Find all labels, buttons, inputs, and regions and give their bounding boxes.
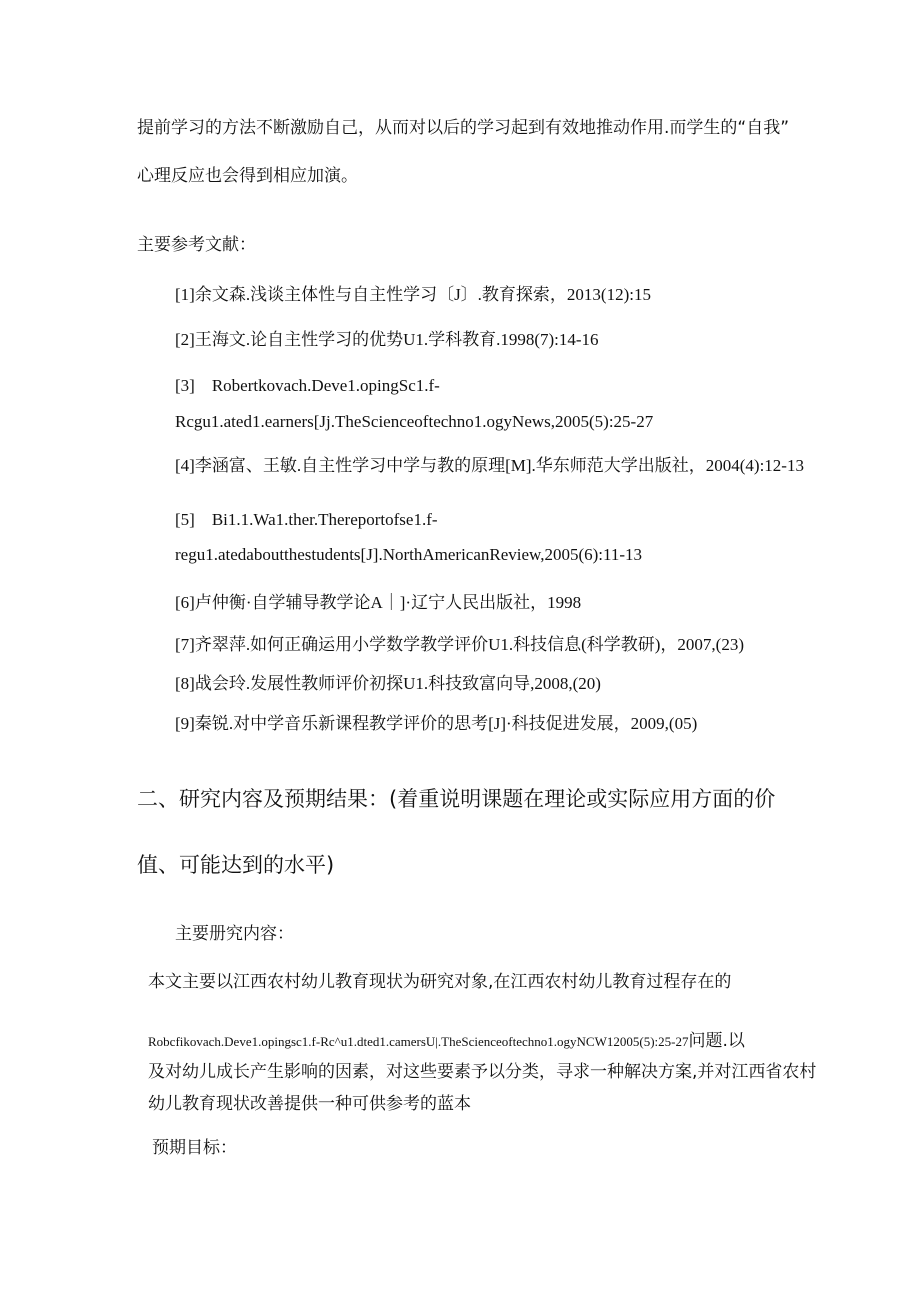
reference-item: [5] Bi1.1.Wa1.ther.Thereportofse1.f- [175,510,438,529]
paragraph-inline-citation: Robcfikovach.Deve1.opingsc1.f-Rc^u1.dted1.camersU|.TheScienceoftechno1.ogyNCW12005(5):25-27 [148,1034,689,1049]
references-heading: 主要参考文献： [137,235,256,255]
reference-item: [4]李涵富、王敏.自主性学习中学与教的原理[M].华东师范大学出版社，2004(4):12-13 [175,456,804,475]
paragraph-line-4: 幼儿教育现状改善提供一种可供参考的蓝本 [148,1094,471,1114]
section-heading-line-1: 二、研究内容及预期结果：(着重说明课题在理论或实际应用方面的价 [137,787,776,811]
content-label: 主要册究内容： [175,924,294,944]
reference-item: [1]余文森.浅谈主体性与自主性学习〔J〕.教育探索，2013(12):15 [175,285,651,304]
paragraph-line-2 [148,1033,745,1050]
intro-line-1: 提前学习的方法不断激励自己，从而对以后的学习起到有效地推动作用.而学生的“自我” [137,118,790,138]
reference-item: [3] Robertkovach.Deve1.opingSc1.f- [175,376,440,395]
paragraph-line-3: 及对幼儿成长产生影响的因素，对这些要素予以分类，寻求一种解决方案,并对江西省农村 [148,1062,817,1082]
section-heading-line-2: 值、可能达到的水平) [137,853,335,877]
reference-item: [2]王海文.论自主性学习的优势U1.学科教育.1998(7):14-16 [175,330,599,349]
paragraph-line-1: 本文主要以江西农村幼儿教育现状为研究对象,在江西农村幼儿教育过程存在的 [148,972,732,992]
reference-item: [9]秦锐.对中学音乐新课程教学评价的思考[J]·科技促进发展，2009,(05) [175,714,698,733]
reference-item: [7]齐翠萍.如何正确运用小学数学教学评价U1.科技信息(科学教研)，2007,(23) [175,635,744,654]
reference-item: [8]战会玲.发展性教师评价初探U1.科技致富向导,2008,(20) [175,674,601,693]
reference-item-continued: Rcgu1.ated1.earners[Jj.TheScienceoftechno1.ogyNews,2005(5):25-27 [175,412,654,431]
reference-item: [6]卢仲衡·自学辅导教学论A｜]·辽宁人民出版社，1998 [175,593,582,612]
reference-item-continued: regu1.atedaboutthestudents[J].NorthAmericanReview,2005(6):11-13 [175,545,643,564]
intro-line-2: 心理反应也会得到相应加演。 [137,166,358,186]
paragraph-line-2-text: 问题.以 [688,1031,745,1051]
goal-label: 预期目标： [152,1138,237,1158]
